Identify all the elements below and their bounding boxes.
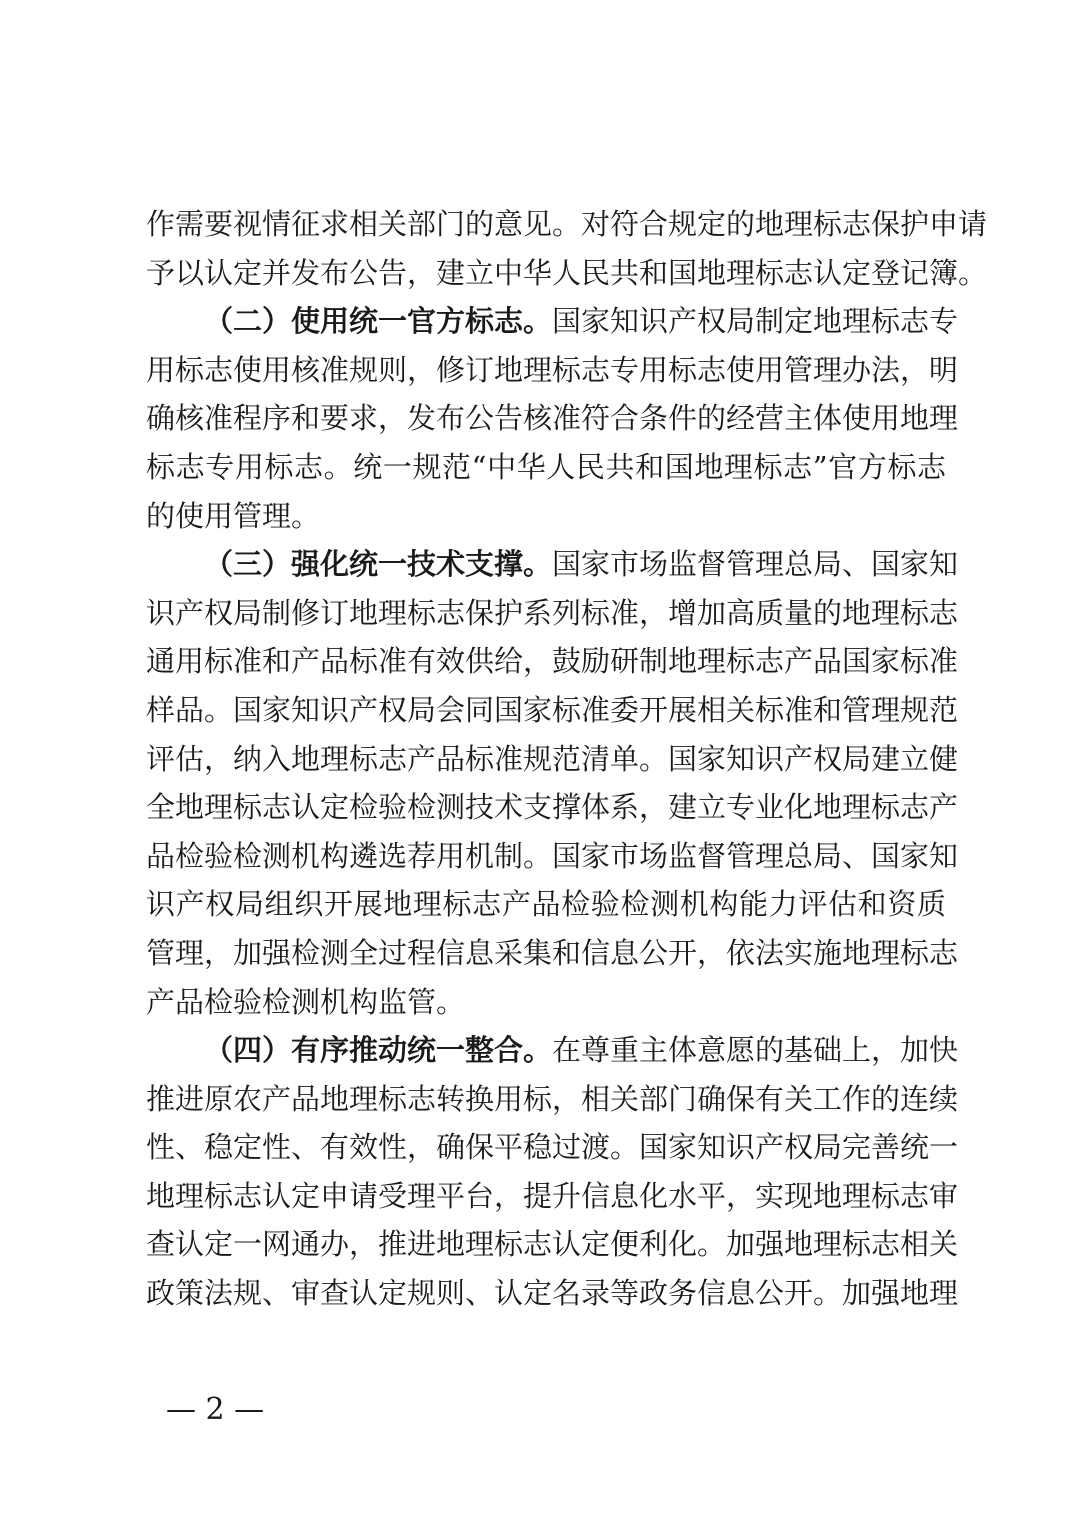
text-line: 品检验检测机构遴选荐用机制。国家市场监督管理总局、国家知	[146, 838, 959, 873]
text-line: 作需要视情征求相关部门的意见。对符合规定的地理标志保护申请	[146, 207, 988, 241]
text-line	[146, 540, 959, 589]
text-line: 推进原农产品地理标志转换用标，相关部门确保有关工作的连续	[146, 1081, 959, 1116]
text-line	[146, 297, 959, 346]
page-number: — 2 —	[166, 1392, 265, 1427]
document-body	[146, 200, 988, 1318]
section-heading: （四）有序推动统一整合。	[204, 1033, 553, 1068]
text-line: 通用标准和产品标准有效供给，鼓励研制地理标志产品国家标准	[146, 644, 959, 679]
section-heading: （三）强化统一技术支撑。	[204, 547, 553, 582]
text-line: 地理标志认定申请受理平台，提升信息化水平，实现地理标志审	[146, 1178, 959, 1213]
text-line: 确核准程序和要求，发布公告核准符合条件的经营主体使用地理	[146, 401, 959, 436]
text-line: 评估，纳入地理标志产品标准规范清单。国家知识产权局建立健	[146, 741, 959, 776]
section-heading: （二）使用统一官方标志。	[204, 304, 553, 339]
text-span: 国家知识产权局制定地理标志专	[552, 304, 959, 339]
text-line: 全地理标志认定检验检测技术支撑体系，建立专业化地理标志产	[146, 790, 959, 825]
text-line: 政策法规、审查认定规则、认定名录等政务信息公开。加强地理	[146, 1276, 959, 1311]
text-line: 予以认定并发布公告，建立中华人民共和国地理标志认定登记簿。	[146, 255, 988, 290]
text-span: 在尊重主体意愿的基础上，加快	[552, 1033, 959, 1068]
text-line: 性、稳定性、有效性，确保平稳过渡。国家知识产权局完善统一	[146, 1130, 959, 1165]
text-line: 识产权局制修订地理标志保护系列标准，增加高质量的地理标志	[146, 595, 959, 630]
paragraph-official-mark	[146, 297, 959, 540]
text-line: 样品。国家知识产权局会同国家标准委开展相关标准和管理规范	[146, 692, 959, 727]
paragraph-continuation	[146, 200, 988, 297]
paragraph-technical-support	[146, 540, 959, 1026]
text-line: 查认定一网通办，推进地理标志认定便利化。加强地理标志相关	[146, 1227, 959, 1262]
text-span: 国家市场监督管理总局、国家知	[552, 547, 959, 582]
text-line: 产品检验检测机构监管。	[146, 984, 466, 1019]
text-line	[146, 1026, 959, 1075]
text-line: 标志专用标志。统一规范“中华人民共和国地理标志”官方标志	[146, 449, 946, 484]
text-line: 的使用管理。	[146, 498, 321, 533]
text-line: 用标志使用核准规则，修订地理标志专用标志使用管理办法，明	[146, 352, 959, 387]
paragraph-integration	[146, 1026, 959, 1318]
text-line: 识产权局组织开展地理标志产品检验检测机构能力评估和资质	[146, 887, 946, 922]
text-line: 管理，加强检测全过程信息采集和信息公开，依法实施地理标志	[146, 935, 959, 970]
